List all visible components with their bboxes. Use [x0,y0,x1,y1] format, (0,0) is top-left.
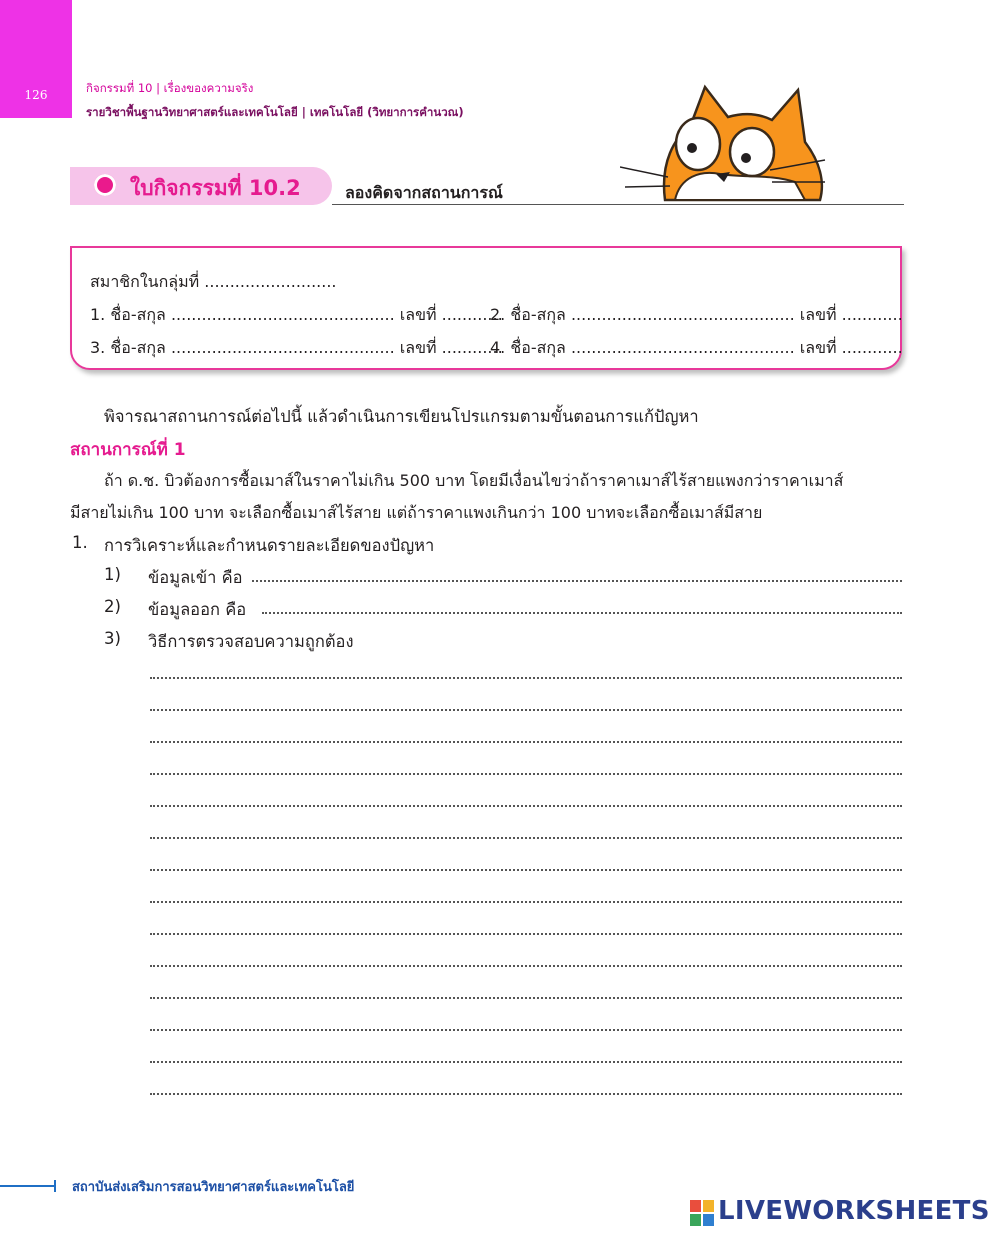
page-number: 126 [24,88,48,102]
item-3-label: วิธีการตรวจสอบความถูกต้อง [148,632,354,651]
group-number-field[interactable]: สมาชิกในกลุ่มที่ .......................... [90,272,337,291]
answer-line[interactable] [150,709,902,711]
liveworksheets-logo-icon [690,1200,714,1226]
situation-text-line2: มีสายไม่เกิน 100 บาท จะเลือกซื้อเมาส์ไร้สาย แต่ถ้าราคาแพงเกินกว่า 100 บาทจะเลือกซื้อเมาส์มีสาย [70,503,763,522]
group-members-box [70,246,902,370]
footer-institute: สถาบันส่งเสริมการสอนวิทยาศาสตร์และเทคโนโลยี [72,1180,355,1195]
member-3-field[interactable]: 3. ชื่อ-สกุล ............................................ เลขที่ ............ [90,338,503,357]
item-1-label: ข้อมูลเข้า คือ [148,568,243,587]
step-1-number: 1. [72,533,88,552]
member-4-field[interactable]: 4. ชื่อ-สกุล ............................................ เลขที่ ............ [490,338,903,357]
item-1-number: 1) [104,565,121,584]
item-2-label: ข้อมูลออก คือ [148,600,247,619]
item-3-number: 3) [104,629,121,648]
step-1-label: การวิเคราะห์และกำหนดรายละเอียดของปัญหา [104,536,435,555]
answer-line[interactable] [150,741,902,743]
scratch-cat-illustration [620,82,830,207]
worksheet-subtitle: ลองคิดจากสถานการณ์ [345,183,503,202]
answer-line[interactable] [150,933,902,935]
intro-text: พิจารณาสถานการณ์ต่อไปนี้ แล้วดำเนินการเขียนโปรแกรมตามขั้นตอนการแก้ปัญหา [104,407,699,426]
chapter-header: กิจกรรมที่ 10 | เรื่องของความจริง [86,81,254,95]
answer-line[interactable] [150,1061,902,1063]
liveworksheets-brand: LIVEWORKSHEETS [718,1196,990,1226]
input-data-answer-line[interactable] [252,580,902,582]
answer-line[interactable] [150,901,902,903]
footer-rule [0,1185,56,1187]
title-divider [332,204,904,205]
output-data-answer-line[interactable] [262,612,902,614]
worksheet-title: ใบกิจกรรมที่ 10.2 [130,176,301,200]
answer-line[interactable] [150,1029,902,1031]
target-bullet-inner [100,180,110,190]
answer-line[interactable] [150,997,902,999]
item-2-number: 2) [104,597,121,616]
answer-line[interactable] [150,1093,902,1095]
member-1-field[interactable]: 1. ชื่อ-สกุล ............................................ เลขที่ ............ [90,305,503,324]
footer-rule-tick [54,1180,56,1192]
member-2-field[interactable]: 2. ชื่อ-สกุล ............................................ เลขที่ ............ [490,305,903,324]
situation-heading: สถานการณ์ที่ 1 [70,440,186,460]
situation-text-line1: ถ้า ด.ช. บิวต้องการซื้อเมาส์ในราคาไม่เกิน 500 บาท โดยมีเงื่อนไขว่าถ้าราคาเมาส์ไร้สายแพงกว่าราคาเมาส์ [104,471,844,490]
answer-line[interactable] [150,965,902,967]
answer-line[interactable] [150,773,902,775]
answer-line[interactable] [150,869,902,871]
course-header: รายวิชาพื้นฐานวิทยาศาสตร์และเทคโนโลยี | เทคโนโลยี (วิทยาการคำนวณ) [86,105,464,119]
answer-line[interactable] [150,837,902,839]
answer-line[interactable] [150,677,902,679]
answer-line[interactable] [150,805,902,807]
